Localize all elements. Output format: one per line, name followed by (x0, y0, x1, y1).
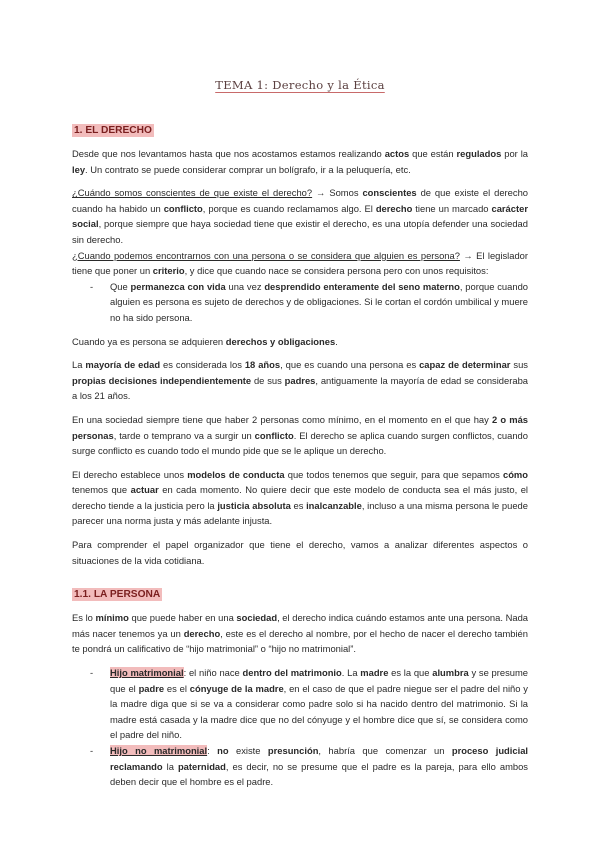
bullet-list (72, 665, 528, 790)
paragraph: La mayoría de edad es considerada los 18 años, que es cuando una persona es capaz de determinar sus propias decisiones independientemente de sus padres, antiguamente la mayoría de edad se consideraba a los 21 años. (72, 359, 528, 402)
dash-bullet: - (90, 280, 94, 292)
paragraph: El derecho establece unos modelos de conducta que todos tenemos que seguir, para que sepamos cómo tenemos que actuar en cada momento. No quiere decir que este modelo de conducta sea el más justo, el derecho tiende a la justicia pero la justicia absoluta es inalcanzable, incluso a una misma persona le puede parecer una norma justa y más adelante injusta. (72, 468, 528, 527)
paragraph: Cuando ya es persona se adquieren derechos y obligaciones. (72, 335, 338, 347)
paragraph: En una sociedad siempre tiene que haber 2 personas como mínimo, en el momento en el que hay 2 o más personas, tarde o temprano va a surgir un conflicto. El derecho se aplica cuando surgen conflictos, cuando surge conflicto es cuando todo el mundo pide que se le aplique un derecho. (72, 413, 528, 457)
bullet-list (72, 279, 528, 326)
section-heading-la-persona: 1.1. LA PERSONA (74, 589, 161, 601)
paragraph: Desde que nos levantamos hasta que nos acostamos estamos realizando actos que están regulados por la ley. Un contrato se puede considerar comprar un bolígrafo, ir a la peluquería, etc. (72, 148, 529, 175)
paragraph: ¿Cuando podemos encontrarnos con una persona o se considera que alguien es persona? → El legislador tiene que poner un criterio, y dice que cuando nace se considera persona pero con unos requisitos: (72, 249, 528, 277)
list-item: - Que permanezca con vida una vez desprendido enteramente del seno materno, porque cuando alguien es persona es sujeto de derechos y de obligaciones. Si le cortan el cordón umbilical y muere no ha sido persona. (90, 280, 528, 323)
list-item: - Hijo matrimonial: el niño nace dentro del matrimonio. La madre es la que alumbra y se presume que el padre es el cónyuge de la madre, en el caso de que el padre niegue ser el padre del niño y la madre diga que si se va a considerar como padre solo si ha nacido dentro del matrimonio. Si la madre está casada y la madre dice que no del cónyuge y el hombre dice que sí, se considera como el padre del niño. (90, 667, 529, 741)
list-item: - Hijo no matrimonial: no existe presunción, habría que comenzar un proceso judicial reclamando la paternidad, es decir, no se presume que el padre es la pareja, para ello ambos deben decir que el hombre es el padre. (90, 745, 529, 788)
dash-bullet: - (90, 745, 94, 756)
dash-bullet: - (90, 667, 94, 679)
section-heading-el-derecho: 1. EL DERECHO (74, 125, 152, 136)
paragraph: Es lo mínimo que puede haber en una sociedad, el derecho indica cuándo estamos ante una persona. Nada más nacer tenemos ya un derecho, este es el derecho al nombre, por el hecho de nacer el derecho también te pondrá un calificativo de “hijo matrimonial” o “hijo no matrimonial”. (72, 612, 529, 655)
paragraph: ¿Cuándo somos conscientes de que existe el derecho? → Somos conscientes de que existe el derecho cuando ha habido un conflicto, porque es cuando reclamamos algo. El derecho tiene un marcado carácter social, porque siempre que haya sociedad tiene que existir el derecho, es una utopía defender una sociedad sin derecho. (72, 187, 528, 245)
document-body (72, 120, 528, 798)
document-title: TEMA 1: Derecho y la Ética (215, 78, 385, 92)
paragraph: Para comprender el papel organizador que tiene el derecho, vamos a analizar diferentes aspectos o situaciones de la vida cotidiana. (72, 539, 528, 566)
